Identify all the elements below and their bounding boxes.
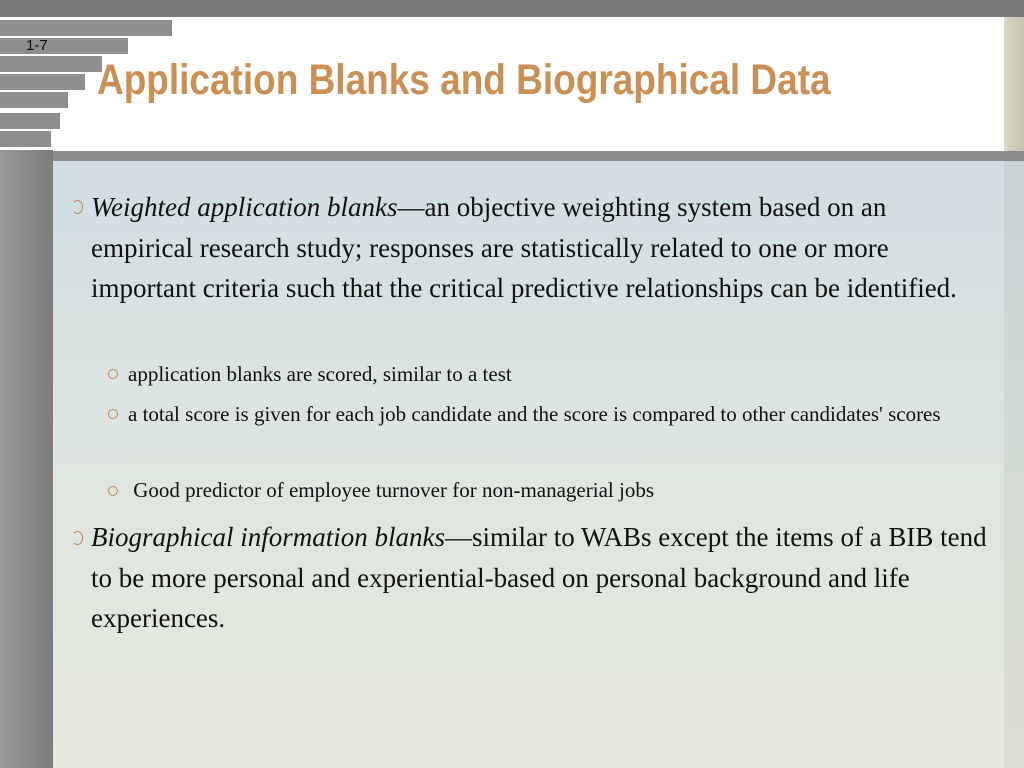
bullet-circle-icon [72,200,83,214]
sub-bullet-circle-icon [108,409,118,419]
slide-title: Application Blanks and Biographical Data [97,56,831,104]
sub-bullet-circle-icon [108,369,118,379]
bullet-weighted-application-blanks [91,187,991,309]
decorative-stripe [0,56,102,72]
bullet-circle-icon [72,531,83,545]
left-sidebar [0,150,53,768]
right-panel [1004,161,1024,768]
sub-bullet-item: Good predictor of employee turnover for non-managerial jobs [128,478,654,502]
header-divider [53,151,1024,161]
sub-bullet-item: application blanks are scored, similar to a test [128,362,512,386]
bullet-text: —an objective weighting system based on an empirical research study; responses are statistically related to one or more important criteria such that the critical predictive relationships can be identified. [91,192,957,303]
decorative-stripe [0,38,128,54]
sub-bullet-circle-icon [108,486,118,496]
bullet-term: Weighted application blanks [91,192,398,222]
bullet-text: —similar to WABs except the items of a BIB tend to be more personal and experiential-based on personal background and life experiences. [91,522,987,633]
decorative-stripe [0,131,51,147]
slide-number: 1-7 [26,37,48,54]
bullet-term: Biographical information blanks [91,522,445,552]
right-accent-bar [1004,17,1024,151]
decorative-stripe [0,20,172,36]
decorative-stripe [0,113,60,129]
decorative-stripe [0,74,85,90]
top-bar [0,0,1024,17]
sub-bullet-item: a total score is given for each job candidate and the score is compared to other candidates' scores [128,402,941,426]
decorative-stripe [0,92,68,108]
bullet-biographical-information-blanks [91,517,1004,639]
